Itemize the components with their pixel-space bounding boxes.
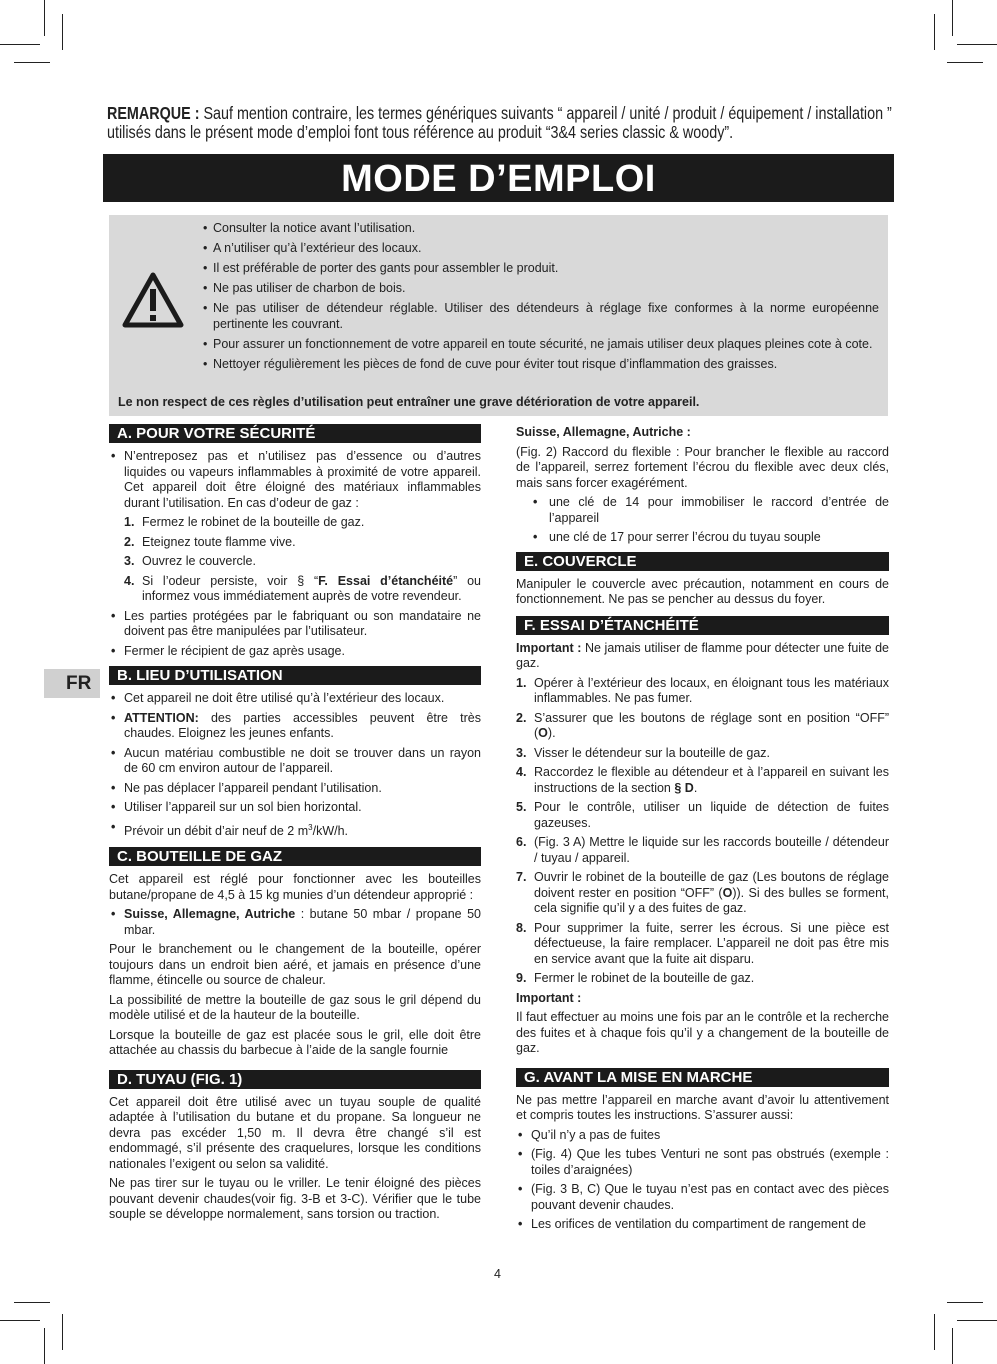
countries-heading: Suisse, Allemagne, Autriche : [516, 425, 691, 439]
step-number: 3. [124, 554, 135, 568]
crop-mark [14, 62, 50, 63]
list-item: • Aucun matériau combustible ne doit se trouver dans un rayon de 60 cm environ autour de l’appareil. [109, 746, 481, 777]
list-item: • (Fig. 4) Que les tubes Venturi ne sont pas obstrués (exemple : toiles d’araignées) [516, 1147, 889, 1178]
list-item: • Les orifices de ventilation du compartiment de rangement de [516, 1217, 889, 1233]
step-text: (Fig. 3 A) Mettre le liquide sur les raccords bouteille / détendeur / tuyau / appareil. [534, 835, 889, 865]
crop-mark [62, 1314, 63, 1350]
warning-item: • Ne pas utiliser de détendeur réglable. Utiliser des détendeurs à réglage fixe conformes à la norme européenne pertinente les couvrant. [203, 301, 879, 332]
left-column [109, 424, 481, 1227]
remarque-note [107, 104, 893, 142]
paragraph: La possibilité de mettre la bouteille de gaz sous le gril dépend du modèle utilisé et de la hauteur de la bouteille. [109, 992, 481, 1023]
language-tab: FR [44, 669, 100, 698]
countries-label: Suisse, Allemagne, Autriche [124, 907, 296, 922]
crop-mark [952, 1328, 953, 1364]
page-number: 4 [494, 1267, 501, 1281]
step-number: 4. [516, 765, 527, 779]
list-item [516, 765, 889, 796]
step-bold: § D [674, 780, 694, 795]
step-text: Opérer à l’extérieur des locaux, en éloignant tous les matériaux inflammables. Ne pas fumer. [534, 675, 889, 705]
list-item: • N’entreposez pas et n’utilisez pas d’essence ou d’autres liquides ou vapeurs inflammables à proximité de votre appareil. Cet appareil doit être éloigné des matériaux inflammables durant l’utilisation. En cas d’odeur de gaz : [109, 449, 481, 511]
warning-item: • A n’utiliser qu’à l’extérieur des locaux. [203, 241, 879, 257]
paragraph [516, 641, 889, 672]
list-item: • Utiliser l’appareil sur un sol bien horizontal. [109, 800, 481, 816]
step-text: . [693, 780, 698, 795]
step-text: Ouvrir le robinet de la bouteille de gaz (Les boutons de réglage doivent rester en position “OFF” ( [534, 870, 889, 900]
step-number: 2. [124, 534, 135, 549]
step-text: Pour supprimer la fuite, serrer les écrous. Si une pièce est défectueuse, la faire remplacer. L’appareil ne doit pas être mis en service avant que la fuite ait disparu. [534, 920, 889, 966]
paragraph: Ne pas tirer sur le tuyau ou le vriller. Le tenir éloigné des pièces pouvant devenir chaudes(voir fig. 3-B et 3-C). Vérifier que le tube souple se développe normalement, sans torsion ou traction. [109, 1176, 481, 1222]
step-number: 2. [516, 710, 527, 725]
warning-item: • Consulter la notice avant l’utilisation. [203, 221, 879, 237]
warning-bold-note: Le non respect de ces règles d’utilisation peut entraîner une grave détérioration de votre appareil. [118, 395, 700, 409]
step-number: 4. [124, 573, 135, 588]
list-item [109, 907, 481, 938]
crop-mark [44, 1328, 45, 1364]
step-number: 1. [516, 675, 527, 690]
step-bold: O [722, 885, 733, 900]
section-d-header: D. TUYAU (FIG. 1) [109, 1070, 481, 1089]
section-c-header: C. BOUTEILLE DE GAZ [109, 847, 481, 866]
crop-mark [934, 1314, 935, 1350]
attention-label: ATTENTION: [124, 710, 199, 725]
list-item: • une clé de 14 pour immobiliser le raccord d’entrée de l’appareil [531, 495, 889, 526]
list-item [516, 971, 889, 987]
right-column [516, 425, 889, 1237]
step-text: ” ou informez vous immédiatement auprès de votre revendeur. [142, 573, 481, 603]
paragraph-text: Ne jamais utiliser de flamme pour détecter une fuite de gaz. [516, 640, 889, 670]
remarque-text: Sauf mention contraire, les termes génériques suivants “ appareil / unité / produit / équipement / installation ” utilisés dans le présent mode d’emploi font tous référence au produit “3&4 series classic & woody”. [107, 103, 892, 142]
warning-item: • Ne pas utiliser de charbon de bois. [203, 281, 879, 297]
list-item [124, 515, 481, 531]
list-item [516, 746, 889, 762]
step-text: )). Si des bulles se forment, cela signifie qu’il y a des fuites de gaz. [534, 885, 889, 915]
warning-triangle-icon [121, 271, 185, 329]
step-number: 1. [124, 515, 135, 529]
paragraph: Ne pas mettre l’appareil en marche avant d’avoir lu attentivement et compris toutes les instructions. S’assurer aussi: [516, 1092, 889, 1122]
step-number: 7. [516, 870, 527, 884]
step-number: 3. [516, 745, 527, 760]
warning-item: • Nettoyer régulièrement les pièces de fond de cuve pour éviter tout risque d’inflammation des graisses. [203, 357, 879, 373]
warning-item: • Il est préférable de porter des gants pour assembler le produit. [203, 261, 879, 277]
step-text: Fermer le robinet de la bouteille de gaz. [534, 971, 755, 985]
remarque-label: REMARQUE : [107, 103, 200, 123]
list-text: Prévoir un débit d’air neuf de 2 m [124, 823, 309, 838]
crop-mark [952, 0, 953, 36]
step-text: Visser le détendeur sur la bouteille de gaz. [534, 745, 771, 760]
crop-mark [957, 44, 997, 45]
step-number: 9. [516, 971, 527, 985]
warning-list [203, 221, 879, 377]
section-a-header: A. POUR VOTRE SÉCURITÉ [109, 424, 481, 443]
crop-mark [947, 62, 983, 63]
step-text: Raccordez le flexible au détendeur et à l’appareil en suivant les instructions de la section [534, 765, 889, 795]
list-item: • Cet appareil ne doit être utilisé qu’à l’extérieur des locaux. [109, 691, 481, 707]
section-e-header: E. COUVERCLE [516, 552, 889, 571]
list-item: • Qu’il n’y a pas de fuites [516, 1128, 889, 1144]
list-item [516, 921, 889, 968]
crop-mark [0, 1320, 40, 1321]
list-item [124, 535, 481, 551]
list-text: : butane 50 mbar / propane 50 mbar. [124, 907, 481, 937]
list-item: • (Fig. 3 B, C) Que le tuyau n’est pas en contact avec des pièces pouvant devenir chaudes. [516, 1182, 889, 1213]
crop-mark [44, 0, 45, 36]
step-number: 8. [516, 920, 527, 935]
step-text: Eteignez toute flamme vive. [142, 534, 296, 549]
list-text: /kW/h. [312, 823, 349, 838]
list-item [516, 835, 889, 866]
list-item [109, 820, 481, 840]
list-item [516, 676, 889, 707]
crop-mark [957, 1320, 997, 1321]
paragraph: Manipuler le couvercle avec précaution, notamment en cours de fonctionnement. Ne pas se pencher au dessus du foyer. [516, 576, 889, 606]
paragraph: Cet appareil est réglé pour fonctionner avec les bouteilles butane/propane de 4,5 à 15 kg munies d’un détendeur approprié : [109, 872, 481, 902]
list-item [109, 711, 481, 742]
step-bold: O [538, 726, 548, 740]
superscript: 3 [308, 822, 313, 832]
list-item: • Les parties protégées par le fabriquant ou son mandataire ne doivent pas être manipulées par l’utilisateur. [109, 609, 481, 640]
step-text: Si l’odeur persiste, voir § “ [142, 573, 319, 588]
step-bold: F. Essai d’étanchéité [318, 573, 454, 588]
crop-mark [934, 14, 935, 50]
warning-item: • Pour assurer un fonctionnement de votre appareil en toute sécurité, ne jamais utiliser deux plaques pleines cote à cote. [203, 337, 879, 353]
section-f-header: F. ESSAI D’ÉTANCHÉITÉ [516, 616, 889, 635]
list-item [124, 554, 481, 570]
paragraph: Lorsque la bouteille de gaz est placée sous le gril, elle doit être attachée au chassis du barbecue à l’aide de la sangle fournie [109, 1027, 481, 1058]
step-number: 5. [516, 800, 527, 814]
step-number: 6. [516, 835, 527, 849]
paragraph: (Fig. 2) Raccord du flexible : Pour brancher le flexible au raccord de l’appareil, serrez fortement l’écrou du flexible avec deux clés, mais sans forcer exagérément. [516, 444, 889, 490]
step-text: Pour le contrôle, utiliser un liquide de détection de fuites gazeuses. [534, 800, 889, 830]
important-label: Important : [516, 640, 582, 655]
section-b-header: B. LIEU D’UTILISATION [109, 666, 481, 685]
list-item [516, 870, 889, 917]
paragraph: Pour le branchement ou le changement de la bouteille, opérer toujours dans un endroit bien aéré, et jamais en présence d’une flamme, étincelle ou source de chaleur. [109, 942, 481, 988]
list-item: • une clé de 17 pour serrer l’écrou du tuyau souple [531, 530, 889, 546]
step-text: Fermez le robinet de la bouteille de gaz. [142, 515, 365, 529]
list-item: • Ne pas déplacer l’appareil pendant l’utilisation. [109, 781, 481, 797]
crop-mark [947, 1302, 983, 1303]
list-item [124, 574, 481, 605]
crop-mark [14, 1302, 50, 1303]
list-item: • Fermer le récipient de gaz après usage. [109, 644, 481, 660]
list-item [516, 711, 889, 742]
paragraph: Cet appareil doit être utilisé avec un tuyau souple de qualité adaptée à l’utilisation du butane et du propane. Sa longueur ne devra pas excéder 1,50 m. Il devra être changé s’il est endommagé, s’il présente des craquelures, lorsque les conditions nationales l’exigent ou selon sa validité. [109, 1094, 481, 1171]
list-text: des parties accessibles peuvent être très chaudes. Eloignez les jeunes enfants. [124, 710, 481, 740]
page-title: MODE D’EMPLOI [103, 154, 894, 202]
step-text: Ouvrez le couvercle. [142, 554, 256, 568]
warning-box [109, 215, 888, 416]
step-text: ). [547, 726, 556, 740]
step-text: S’assurer que les boutons de réglage sont en position “OFF” ( [534, 710, 889, 740]
crop-mark [62, 14, 63, 50]
important-heading: Important : [516, 990, 582, 1005]
crop-mark [0, 44, 40, 45]
list-item [516, 800, 889, 831]
paragraph: Il faut effectuer au moins une fois par an le contrôle et la recherche des fuites et à chaque fois qu’il y a changement de la bouteille de gaz. [516, 1010, 889, 1055]
section-g-header: G. AVANT LA MISE EN MARCHE [516, 1068, 889, 1087]
